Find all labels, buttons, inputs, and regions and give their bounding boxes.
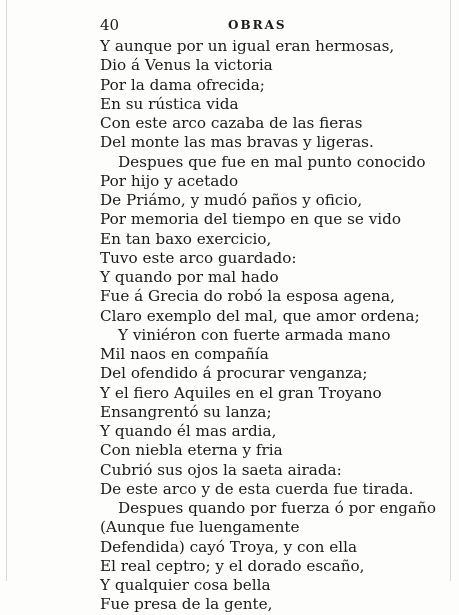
verse-line: Dio á Venus la victoria	[100, 56, 273, 75]
verse-line: Defendida) cayó Troya, y con ella	[100, 537, 358, 556]
running-title: OBRAS	[228, 18, 287, 32]
verse-line: Y viniéron con fuerte armada mano	[118, 325, 391, 344]
verse-line: El real ceptro; y el dorado escaño,	[100, 556, 365, 575]
verse-line: Y quando por mal hado	[100, 268, 279, 286]
page-header	[100, 16, 400, 36]
right-edge-line	[450, 0, 451, 581]
verse-line: Despues que fue en mal punto conocido	[118, 152, 426, 171]
verse-line: En tan baxo exercicio,	[100, 229, 272, 248]
verse-line: Claro exemplo del mal, que amor ordena;	[100, 306, 420, 325]
verse-line: Con niebla eterna y fria	[100, 441, 283, 460]
verse-line: Despues quando por fuerza ó por engaño	[118, 499, 436, 517]
verse-line: Tuvo este arco guardado:	[100, 248, 297, 267]
verse-line: Y qualquier cosa bella	[100, 576, 271, 594]
verse-line: Del ofendido á procurar venganza;	[100, 364, 368, 383]
verse-line: Cubrió sus ojos la saeta airada:	[100, 460, 342, 479]
verse-line: Por memoria del tiempo en que se vido	[100, 210, 402, 229]
verse-line: Por hijo y acetado	[100, 171, 239, 190]
verse-line: Fue presa de la gente,	[100, 595, 273, 614]
verse-line: Con este arco cazaba de las fieras	[100, 114, 363, 132]
verse-line: Por la dama ofrecida;	[100, 75, 265, 94]
verse-line: Y aunque por un igual eran hermosas,	[100, 37, 395, 55]
verse-line: Del monte las mas bravas y ligeras.	[100, 133, 374, 152]
left-edge-line	[6, 0, 7, 581]
verse-line: En su rústica vida	[100, 94, 239, 113]
verse-line: Mil naos en compañía	[100, 345, 269, 363]
verse-line: Y quando él mas ardia,	[100, 422, 277, 440]
verse-line: De este arco y de esta cuerda fue tirada.	[100, 479, 414, 498]
verse-line: Fue á Grecia do robó la esposa agena,	[100, 287, 395, 306]
page-number: 40	[100, 16, 120, 34]
poem-text	[100, 37, 445, 615]
verse-line: Ensangrentó su lanza;	[100, 402, 272, 421]
verse-line: (Aunque fue luengamente	[100, 518, 300, 537]
verse-line: De Priámo, y mudó paños y oficio,	[100, 191, 363, 209]
verse-line: Y el fiero Aquiles en el gran Troyano	[100, 383, 382, 402]
